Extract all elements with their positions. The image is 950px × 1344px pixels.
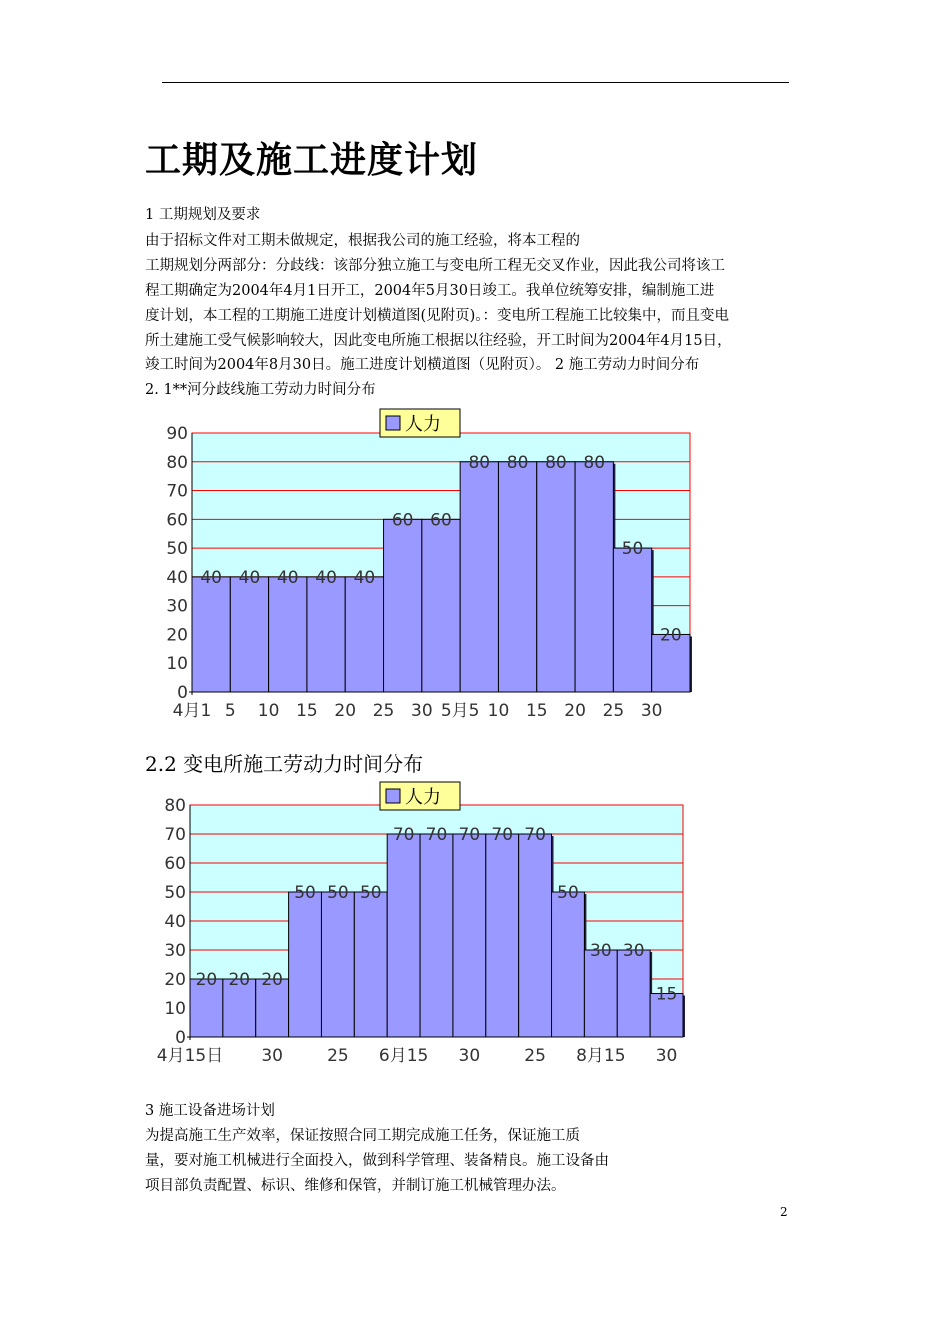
y-tick-label: 20	[164, 970, 186, 990]
bar	[387, 834, 420, 1037]
section1-heading: 1 工期规划及要求	[145, 207, 261, 223]
data-label: 70	[392, 825, 415, 845]
bar	[617, 950, 650, 1037]
bar	[354, 892, 387, 1037]
x-tick-label: 30	[640, 701, 663, 721]
x-tick-label: 30	[261, 1046, 283, 1066]
y-tick-label: 70	[166, 481, 188, 502]
section3-line: 量，要对施工机械进行全面投入，做到科学管理、装备精良。施工设备由	[145, 1153, 609, 1169]
bar	[321, 892, 354, 1037]
x-tick-label: 10	[487, 701, 510, 721]
section1-line: 所土建施工受气候影响较大，因此变电所施工根据以往经验，开工时间为2004年4月15日，	[145, 333, 732, 349]
y-tick-label: 40	[164, 912, 186, 932]
data-label: 40	[276, 567, 299, 588]
data-label: 40	[200, 567, 222, 588]
data-label: 20	[660, 625, 682, 646]
section1-line: 工期规划分两部分：分歧线：该部分独立施工与变电所工程无交叉作业，因此我公司将该工	[145, 258, 725, 274]
bar	[453, 834, 486, 1037]
y-tick-label: 60	[164, 854, 186, 874]
data-label: 80	[506, 452, 529, 473]
page-title: 工期及施工进度计划	[145, 139, 479, 181]
y-tick-label: 50	[166, 539, 188, 560]
data-label: 80	[583, 452, 606, 473]
page-number: 2	[780, 1205, 788, 1219]
section21-heading: 2. 1**河分歧线施工劳动力时间分布	[145, 382, 376, 398]
section22-heading: 2.2 变电所施工劳动力时间分布	[145, 752, 424, 776]
x-tick-label: 4月15日	[156, 1046, 224, 1066]
x-tick-label: 4月1	[172, 701, 212, 721]
data-label: 50	[327, 883, 349, 903]
y-tick-label: 0	[175, 1028, 186, 1048]
section1-line: 竣工时间为2004年8月30日。施工进度计划横道图（见附页）。 2 施工劳动力时间分布	[145, 357, 700, 373]
data-label: 20	[195, 970, 218, 990]
y-tick-label: 10	[164, 999, 186, 1019]
x-tick-label: 30	[458, 1046, 481, 1066]
section1-line: 由于招标文件对工期未做规定，根据我公司的施工经验，将本工程的	[145, 233, 580, 249]
y-tick-label: 70	[164, 825, 186, 845]
data-label: 80	[468, 452, 491, 473]
y-tick-label: 80	[164, 796, 186, 816]
legend-label: 人力	[405, 787, 441, 808]
data-label: 50	[621, 539, 644, 560]
x-tick-label: 25	[327, 1046, 349, 1066]
x-tick-label: 20	[334, 701, 357, 721]
x-tick-label: 25	[372, 701, 395, 721]
x-tick-label: 5	[224, 701, 236, 721]
section1-line: 程工期确定为2004年4月1日开工，2004年5月30日竣工。我单位统筹安排，编制施工进	[145, 283, 715, 299]
x-tick-label: 6月15	[378, 1046, 429, 1066]
bar	[584, 950, 617, 1037]
data-label: 50	[294, 883, 316, 903]
data-label: 30	[622, 941, 645, 961]
section3-heading: 3 施工设备进场计划	[145, 1103, 275, 1119]
y-tick-label: 90	[166, 424, 188, 444]
bar	[486, 834, 519, 1037]
x-tick-label: 25	[524, 1046, 546, 1066]
legend-swatch	[386, 789, 400, 803]
x-tick-label: 25	[602, 701, 625, 721]
section3-line: 为提高施工生产效率，保证按照合同工期完成施工任务，保证施工质	[145, 1128, 580, 1144]
y-tick-label: 80	[166, 452, 188, 473]
data-label: 50	[359, 883, 382, 903]
data-label: 15	[655, 984, 678, 1005]
y-tick-label: 30	[166, 596, 188, 617]
y-tick-label: 60	[166, 510, 188, 531]
y-tick-label: 30	[164, 941, 186, 961]
data-label: 40	[353, 567, 376, 588]
x-tick-label: 8月15	[576, 1046, 626, 1066]
x-tick-label: 15	[525, 701, 548, 721]
x-tick-label: 30	[655, 1046, 678, 1066]
x-tick-label: 30	[411, 701, 433, 721]
x-tick-label: 20	[564, 701, 586, 721]
legend-label: 人力	[405, 414, 441, 435]
data-label: 50	[557, 883, 579, 903]
bar	[420, 834, 453, 1037]
y-tick-label: 40	[166, 567, 188, 588]
data-label: 40	[315, 567, 337, 588]
data-label: 60	[391, 510, 414, 531]
section3-line: 项目部负责配置、标识、维修和保管，并制订施工机械管理办法。	[145, 1178, 566, 1194]
y-tick-label: 50	[164, 883, 186, 903]
data-label: 70	[458, 825, 481, 845]
data-label: 40	[238, 567, 261, 588]
bar	[519, 834, 552, 1037]
y-tick-label: 20	[166, 625, 188, 646]
data-label: 80	[545, 452, 567, 473]
x-tick-label: 15	[296, 701, 318, 721]
data-label: 60	[430, 510, 452, 531]
data-label: 20	[261, 970, 283, 990]
section1-line: 度计划，本工程的工期施工进度计划横道图(见附页)。：变电所工程施工比较集中，而且变电	[145, 308, 730, 324]
bar	[552, 892, 585, 1037]
y-tick-label: 10	[166, 654, 188, 675]
data-label: 30	[590, 941, 612, 961]
x-tick-label: 10	[257, 701, 280, 721]
data-label: 70	[491, 825, 514, 845]
x-tick-label: 5月5	[440, 701, 480, 721]
data-label: 20	[228, 970, 251, 990]
bar	[289, 892, 322, 1037]
data-label: 70	[425, 825, 448, 845]
y-tick-label: 0	[177, 683, 188, 703]
data-label: 70	[524, 825, 546, 845]
